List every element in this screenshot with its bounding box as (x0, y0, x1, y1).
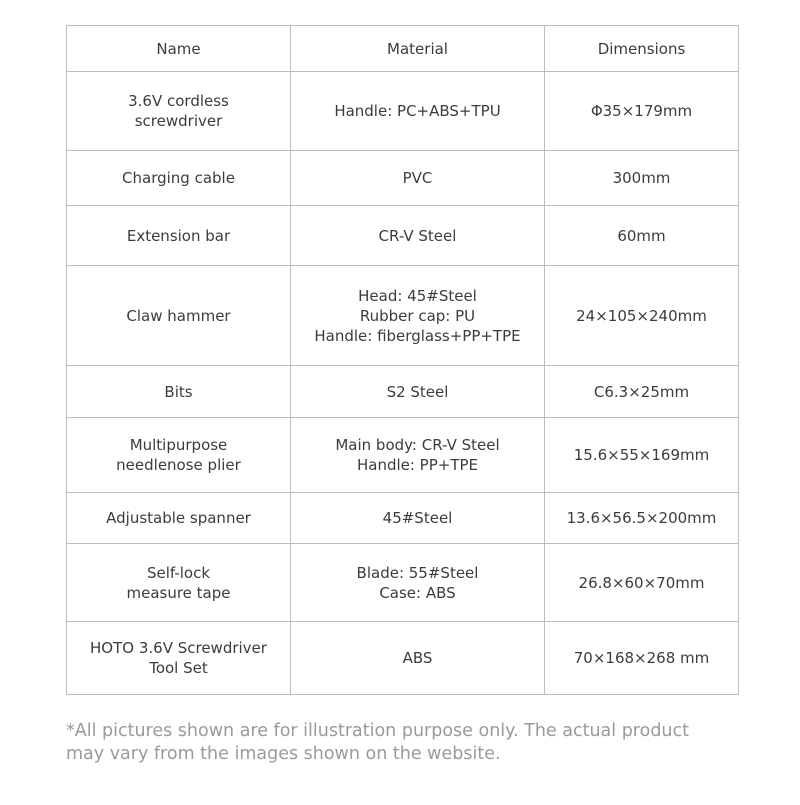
table-header-row (67, 26, 739, 72)
cell-material (291, 206, 545, 266)
cell-text: Bits (164, 382, 193, 401)
disclaimer-line: may vary from the images shown on the website. (66, 744, 501, 764)
cell-text: ABS (402, 649, 433, 667)
cell-text: screwdriver (134, 112, 223, 130)
cell-text: needlenose plier (116, 456, 241, 474)
table-row (67, 366, 739, 418)
cell-text: Charging cable (122, 169, 235, 187)
cell-text: Φ35×179mm (590, 102, 693, 120)
cell-name (67, 544, 291, 622)
cell-text: Tool Set (149, 659, 208, 677)
table-row (67, 493, 739, 544)
disclaimer-note (66, 720, 756, 766)
cell-name (67, 418, 291, 493)
cell-name (67, 622, 291, 695)
cell-material (291, 366, 545, 418)
table-row (67, 72, 739, 151)
header-material: Material (291, 26, 545, 72)
cell-text: Handle: PC+ABS+TPU (334, 102, 501, 120)
cell-material (291, 544, 545, 622)
cell-name (67, 206, 291, 266)
cell-text: 26.8×60×70mm (578, 573, 705, 592)
cell-dimensions (545, 418, 739, 493)
disclaimer-line: *All pictures shown are for illustration purpose only. The actual product (66, 721, 690, 741)
cell-name (67, 151, 291, 206)
cell-text: Handle: fiberglass+PP+TPE (314, 326, 521, 345)
cell-name (67, 266, 291, 366)
cell-text: 13.6×56.5×200mm (566, 509, 717, 527)
cell-text: Adjustable spanner (106, 509, 251, 527)
cell-text: Claw hammer (126, 306, 231, 325)
cell-material (291, 622, 545, 695)
cell-dimensions (545, 206, 739, 266)
cell-name (67, 72, 291, 151)
table-row (67, 544, 739, 622)
cell-text: Main body: CR-V Steel (335, 436, 500, 454)
cell-text: Handle: PP+TPE (356, 456, 479, 474)
spec-table (66, 25, 739, 695)
cell-dimensions (545, 72, 739, 151)
cell-dimensions (545, 151, 739, 206)
header-dimensions: Dimensions (545, 26, 739, 72)
table-row (67, 418, 739, 493)
cell-material (291, 418, 545, 493)
header-name: Name (67, 26, 291, 72)
cell-text: 24×105×240mm (576, 306, 707, 325)
cell-dimensions (545, 366, 739, 418)
cell-text: Rubber cap: PU (359, 306, 476, 325)
cell-text: Self-lock (146, 563, 211, 582)
cell-text: Blade: 55#Steel (356, 563, 479, 582)
cell-text: measure tape (126, 583, 231, 602)
cell-dimensions (545, 493, 739, 544)
table-row (67, 622, 739, 695)
cell-text: Extension bar (126, 226, 231, 245)
table-row (67, 266, 739, 366)
cell-text: 300mm (612, 169, 671, 187)
cell-text: Case: ABS (379, 583, 456, 602)
table-row (67, 206, 739, 266)
cell-text: 70×168×268 mm (573, 649, 710, 667)
cell-material (291, 266, 545, 366)
cell-name (67, 366, 291, 418)
cell-text: HOTO 3.6V Screwdriver (90, 639, 267, 657)
cell-text: C6.3×25mm (593, 382, 690, 401)
cell-text: Head: 45#Steel (358, 286, 477, 305)
cell-text: 3.6V cordless (128, 92, 229, 110)
cell-text: S2 Steel (386, 382, 449, 401)
cell-dimensions (545, 266, 739, 366)
cell-material (291, 151, 545, 206)
cell-dimensions (545, 622, 739, 695)
cell-text: Multipurpose (129, 436, 228, 454)
cell-text: PVC (402, 169, 433, 187)
cell-text: 45#Steel (382, 509, 453, 527)
cell-text: CR-V Steel (378, 226, 457, 245)
cell-text: 60mm (617, 226, 666, 245)
cell-name (67, 493, 291, 544)
cell-material (291, 493, 545, 544)
cell-dimensions (545, 544, 739, 622)
table-row (67, 151, 739, 206)
cell-material (291, 72, 545, 151)
cell-text: 15.6×55×169mm (573, 446, 710, 464)
